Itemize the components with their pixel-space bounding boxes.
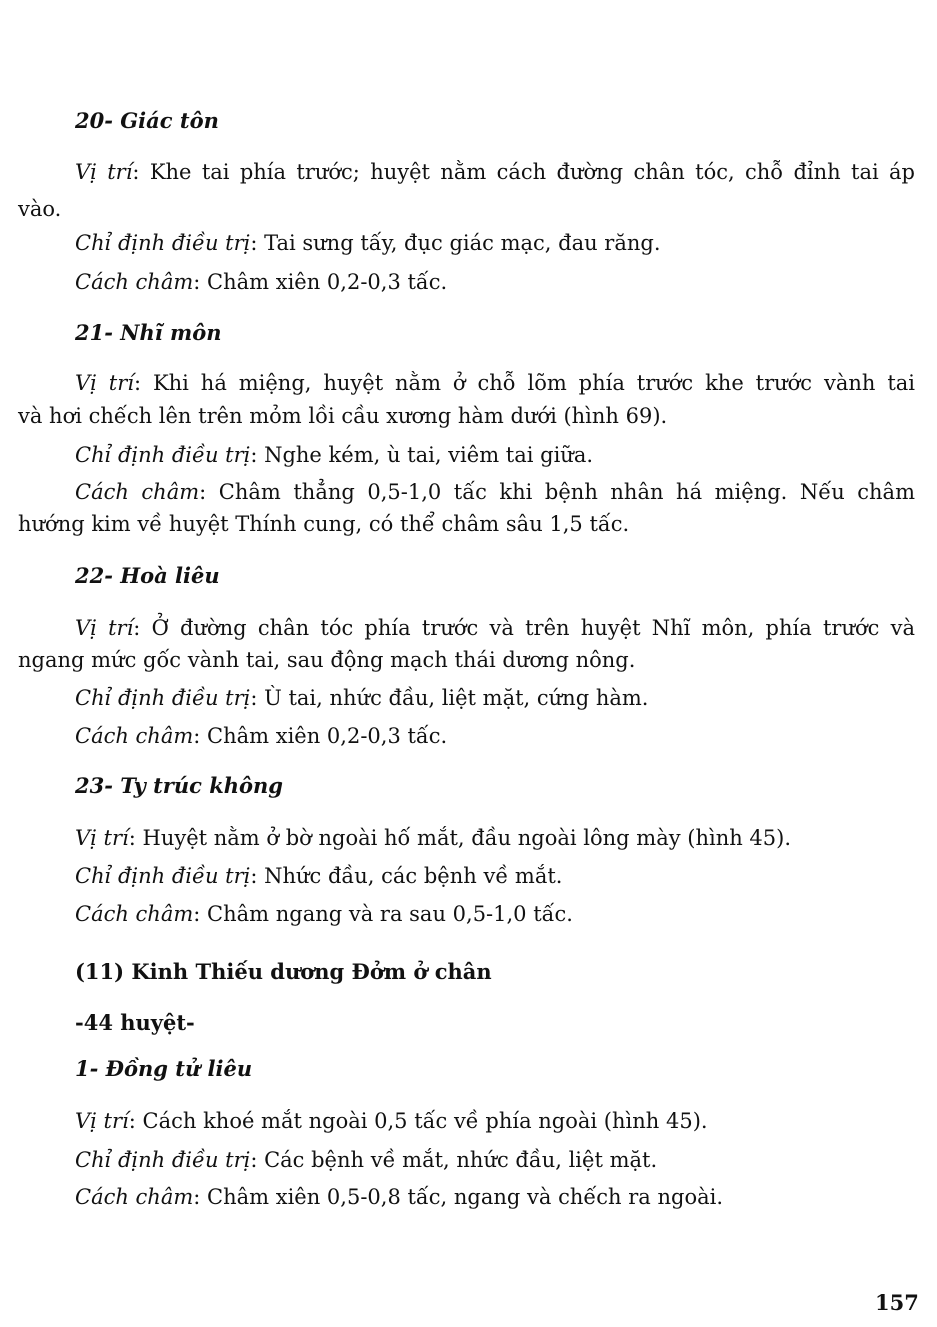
indication-line	[75, 445, 593, 466]
position-line	[75, 828, 791, 849]
indication-line	[75, 233, 661, 254]
technique-line	[75, 272, 447, 293]
position-text: : Ở đường chân tóc phía trước và trên huyệt Nhĩ môn, phía trước và	[133, 616, 915, 640]
position-line	[75, 162, 915, 183]
technique-line	[75, 482, 915, 503]
technique-label: Cách châm	[75, 480, 200, 504]
technique-line	[75, 1187, 723, 1208]
position-continuation: vào.	[18, 197, 62, 221]
entry-heading: 23- Ty trúc không	[75, 773, 283, 798]
position-continuation: ngang mức gốc vành tai, sau động mạch thái dương nông.	[18, 648, 636, 672]
technique-label: Cách châm	[75, 1185, 194, 1209]
position-text: : Cách khoé mắt ngoài 0,5 tấc về phía ngoài (hình 45).	[128, 1109, 708, 1133]
entry-heading: 22- Hoà liêu	[75, 563, 220, 588]
indication-label: Chỉ định điều trị	[75, 1148, 251, 1172]
entry-heading: 1- Đồng tử liêu	[75, 1056, 253, 1081]
position-label: Vị trí	[75, 371, 134, 395]
position-text: : Khe tai phía trước; huyệt nằm cách đường chân tóc, chỗ đỉnh tai áp	[132, 160, 915, 184]
section-title: (11) Kinh Thiếu dương Đởm ở chân	[75, 959, 492, 984]
entry-heading: 21- Nhĩ môn	[75, 320, 222, 345]
position-text: : Khi há miệng, huyệt nằm ở chỗ lõm phía trước khe trước vành tai	[133, 371, 915, 395]
indication-text: : Nhức đầu, các bệnh về mắt.	[250, 864, 563, 888]
technique-label: Cách châm	[75, 270, 194, 294]
technique-continuation: hướng kim về huyệt Thính cung, có thể châm sâu 1,5 tấc.	[18, 512, 630, 536]
section-subtitle: -44 huyệt-	[75, 1010, 195, 1035]
technique-text: : Châm xiên 0,2-0,3 tấc.	[193, 270, 448, 294]
position-label: Vị trí	[75, 1109, 129, 1133]
indication-label: Chỉ định điều trị	[75, 443, 251, 467]
position-line	[75, 1111, 708, 1132]
indication-text: : Các bệnh về mắt, nhức đầu, liệt mặt.	[250, 1148, 658, 1172]
indication-text: : Ù tai, nhức đầu, liệt mặt, cứng hàm.	[250, 686, 649, 710]
entry-heading: 20- Giác tôn	[75, 108, 219, 133]
position-label: Vị trí	[75, 160, 133, 184]
indication-label: Chỉ định điều trị	[75, 686, 251, 710]
technique-text: : Châm xiên 0,2-0,3 tấc.	[193, 724, 448, 748]
indication-line	[75, 866, 562, 887]
indication-text: : Tai sưng tấy, đục giác mạc, đau răng.	[250, 231, 661, 255]
technique-text: : Châm thẳng 0,5-1,0 tấc khi bệnh nhân há miệng. Nếu châm	[199, 480, 915, 504]
position-text: : Huyệt nằm ở bờ ngoài hố mắt, đầu ngoài lông mày (hình 45).	[128, 826, 792, 850]
technique-line	[75, 726, 447, 747]
position-label: Vị trí	[75, 616, 134, 640]
technique-label: Cách châm	[75, 902, 194, 926]
technique-text: : Châm xiên 0,5-0,8 tấc, ngang và chếch ra ngoài.	[193, 1185, 724, 1209]
technique-text: : Châm ngang và ra sau 0,5-1,0 tấc.	[193, 902, 573, 926]
indication-label: Chỉ định điều trị	[75, 864, 251, 888]
technique-label: Cách châm	[75, 724, 194, 748]
indication-line	[75, 688, 648, 709]
indication-line	[75, 1150, 657, 1171]
position-line	[75, 373, 915, 394]
page-number: 157	[875, 1290, 919, 1315]
position-line	[75, 618, 915, 639]
position-continuation: và hơi chếch lên trên mỏm lồi cầu xương hàm dưới (hình 69).	[18, 404, 668, 428]
technique-line	[75, 904, 573, 925]
position-label: Vị trí	[75, 826, 129, 850]
indication-label: Chỉ định điều trị	[75, 231, 251, 255]
indication-text: : Nghe kém, ù tai, viêm tai giữa.	[250, 443, 594, 467]
